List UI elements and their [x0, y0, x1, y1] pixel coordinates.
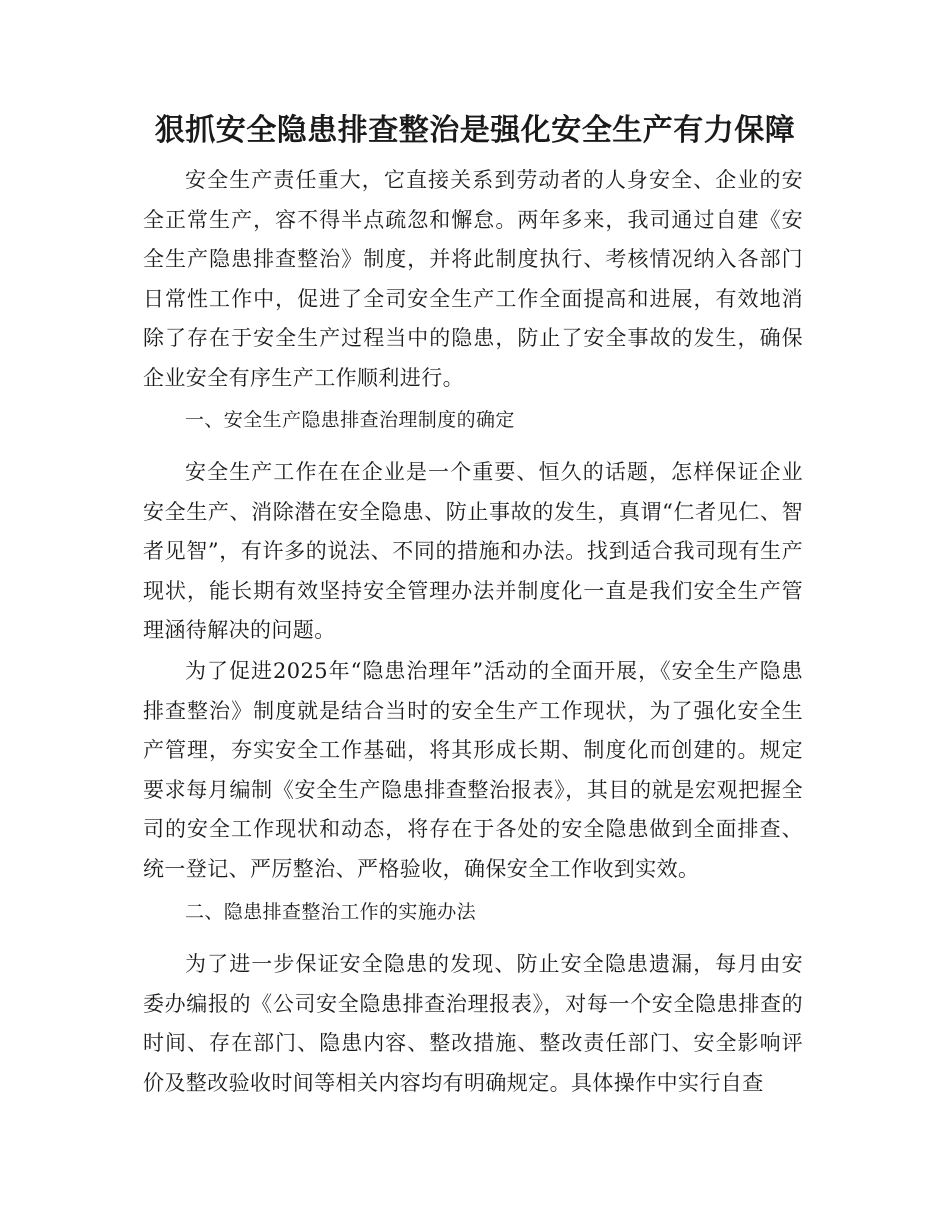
- paragraph-intro: 安全生产责任重大，它直接关系到劳动者的人身安全、企业的安全正常生产，容不得半点疏忽和懈怠。两年多来，我司通过自建《安全生产隐患排查整治》制度，并将此制度执行、考核情况纳入各部门日常性工作中，促进了全司安全生产工作全面提高和进展，有效地消除了存在于安全生产过程当中的隐患，防止了安全事故的发生，确保企业安全有序生产工作顺利进行。: [143, 168, 803, 390]
- document-title: 狠抓安全隐患排查整治是强化安全生产有力保障: [154, 113, 796, 148]
- paragraph-section2-a: 为了进一步保证安全隐患的发现、防止安全隐患遗漏，每月由安委办编报的《公司安全隐患排查治理报表》，对每一个安全隐患排查的时间、存在部门、隐患内容、整改措施、整改责任部门、安全影响评价及整改验收时间等相关内容均有明确规定。具体操作中实行自查: [143, 952, 803, 1095]
- section-heading-2: 二、隐患排查整治工作的实施办法: [185, 901, 477, 923]
- section-heading-1: 一、安全生产隐患排查治理制度的确定: [185, 409, 515, 431]
- paragraph-section1-a: 安全生产工作在在企业是一个重要、恒久的话题，怎样保证企业安全生产、消除潜在安全隐患、防止事故的发生，真谓“仁者见仁、智者见智”，有许多的说法、不同的措施和办法。找到适合我司现有生产现状，能长期有效坚持安全管理办法并制度化一直是我们安全生产管理涵待解决的问题。: [143, 460, 803, 642]
- paragraph-section1-b: 为了促进2025年“隐患治理年”活动的全面开展，《安全生产隐患排查整治》制度就是结合当时的安全生产工作现状，为了强化安全生产管理，夯实安全工作基础，将其形成长期、制度化而创建的。规定要求每月编制《安全生产隐患排查整治报表》，其目的就是宏观把握全司的安全工作现状和动态，将存在于各处的安全隐患做到全面排查、统一登记、严厉整治、严格验收，确保安全工作收到实效。: [143, 659, 803, 881]
